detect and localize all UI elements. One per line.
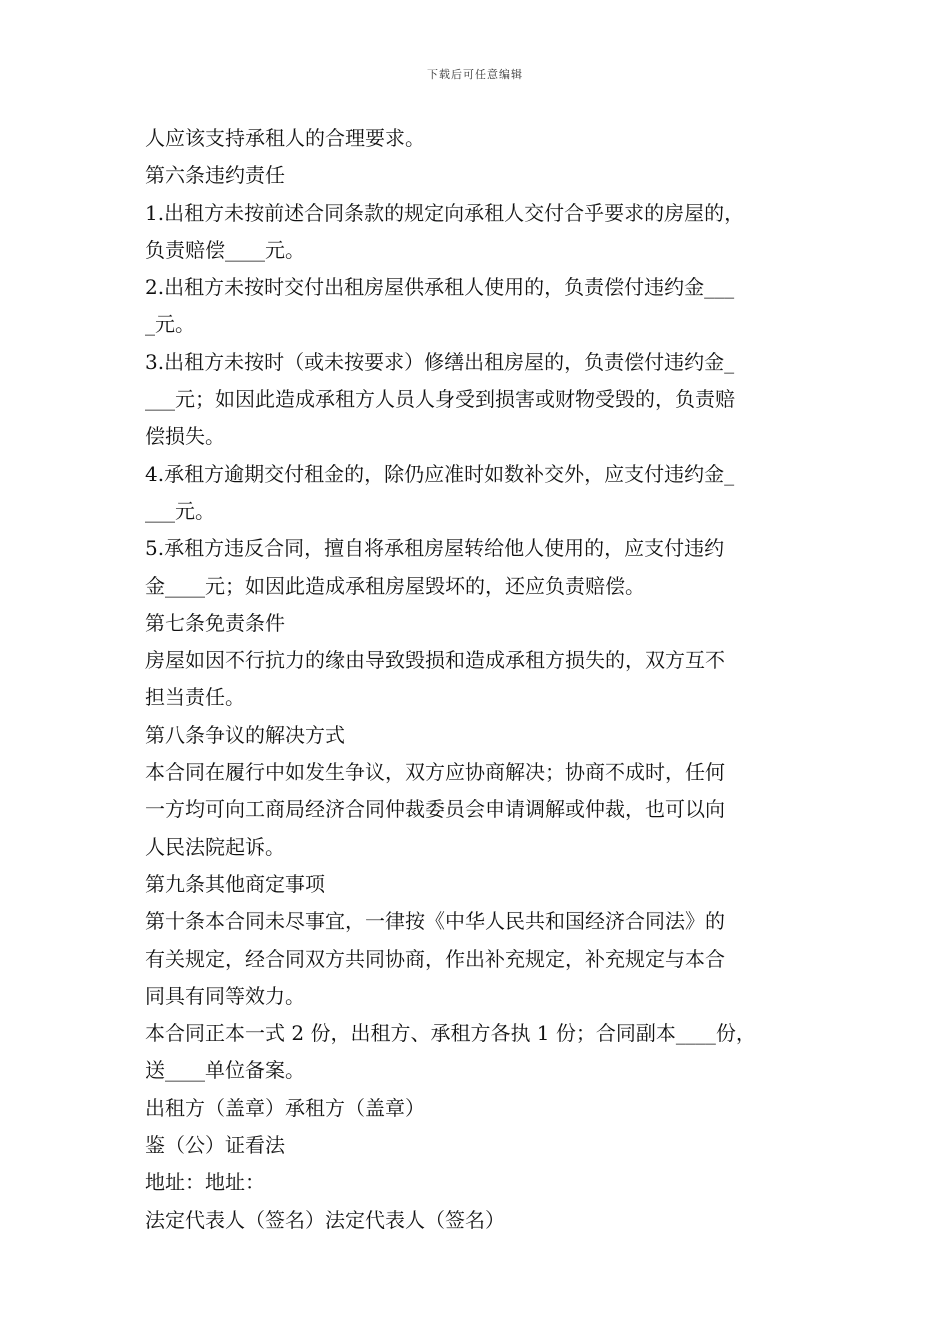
signature-line: 鉴（公）证看法 [145, 1133, 285, 1158]
page-header: 下载后可任意编辑 [427, 68, 523, 81]
text-line: 同具有同等效力。 [145, 983, 305, 1008]
text-line: 2.出租方未按时交付出租房屋供承租人使用的，负责偿付违约金___ [145, 275, 735, 300]
text-line: 1.出租方未按前述合同条款的规定向承租人交付合乎要求的房屋的， [145, 200, 745, 225]
text-line: ___元。 [145, 498, 215, 523]
text-line: 送____单位备案。 [145, 1058, 305, 1083]
text-line: 本合同在履行中如发生争议，双方应协商解决；协商不成时，任何 [145, 760, 725, 785]
text-line: 人民法院起诉。 [145, 834, 285, 859]
section-heading: 第八条争议的解决方式 [145, 722, 345, 747]
section-heading: 第六条违约责任 [145, 163, 285, 188]
text-line: 担当责任。 [145, 685, 245, 710]
text-line: 人应该支持承租人的合理要求。 [145, 126, 425, 150]
text-line: 负责赔偿____元。 [145, 237, 305, 262]
contract-body [145, 120, 815, 1239]
text-line: _元。 [145, 312, 195, 337]
signature-line: 出租方（盖章）承租方（盖章） [145, 1095, 425, 1120]
text-line: 金____元；如因此造成承租房屋毁坏的，还应负责赔偿。 [145, 573, 645, 598]
text-line: 第十条本合同未尽事宜，一律按《中华人民共和国经济合同法》的 [145, 909, 725, 934]
text-line: 4.承租方逾期交付租金的，除仍应准时如数补交外，应支付违约金_ [145, 461, 735, 486]
text-line: 房屋如因不行抗力的缘由导致毁损和造成承租方损失的，双方互不 [145, 648, 725, 673]
section-heading: 第九条其他商定事项 [145, 871, 325, 896]
text-line: 5.承租方违反合同，擅自将承租房屋转给他人使用的，应支付违约 [145, 536, 725, 561]
text-line: 偿损失。 [145, 424, 225, 449]
signature-line: 地址：地址： [145, 1170, 265, 1195]
text-line: ___元；如因此造成承租方人员人身受到损害或财物受毁的，负责赔 [145, 387, 735, 412]
text-line: 一方均可向工商局经济合同仲裁委员会申请调解或仲裁，也可以向 [145, 797, 725, 822]
section-heading: 第七条免责条件 [145, 610, 285, 635]
text-line: 3.出租方未按时（或未按要求）修缮出租房屋的，负责偿付违约金_ [145, 349, 735, 374]
text-line: 有关规定，经合同双方共同协商，作出补充规定，补充规定与本合 [145, 946, 725, 971]
text-line: 本合同正本一式 2 份，出租方、承租方各执 1 份；合同副本____份， [145, 1021, 756, 1046]
signature-line: 法定代表人（签名）法定代表人（签名） [145, 1207, 505, 1232]
